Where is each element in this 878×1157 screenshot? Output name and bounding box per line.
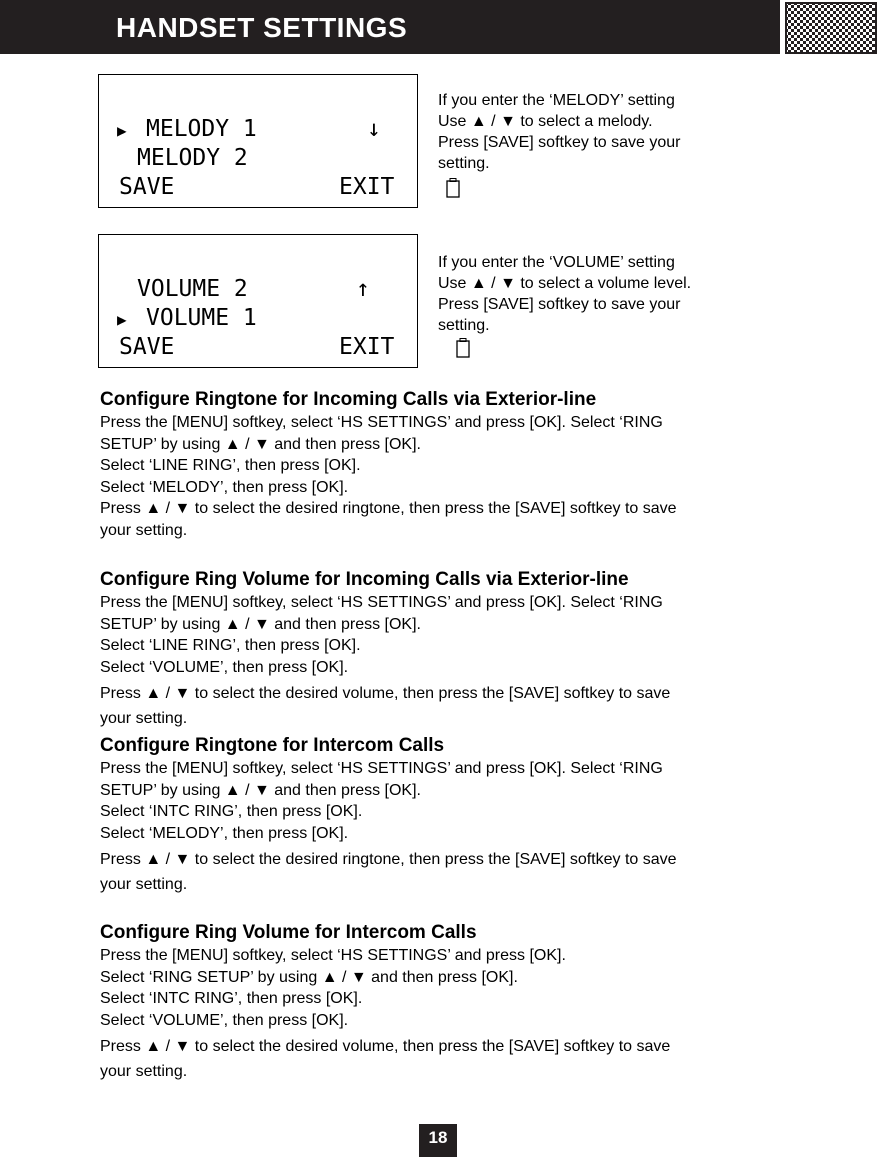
instruction-line: Press [SAVE] softkey to save your	[438, 296, 681, 313]
lcd-row-melody-2	[99, 144, 417, 173]
section-line: your setting.	[100, 876, 188, 893]
section-line: Select ‘RING SETUP’ by using ▲ / ▼ and then press [OK].	[100, 968, 518, 986]
lcd-row-volume-2	[99, 275, 417, 304]
instruction-line: Press [SAVE] softkey to save your	[438, 134, 681, 151]
section-line: Select ‘INTC RING’, then press [OK].	[100, 990, 363, 1007]
lcd-row-volume-1	[99, 304, 417, 333]
section-line: your setting.	[100, 710, 188, 727]
lcd-item-label: MELODY 1	[146, 116, 257, 142]
checker-pattern-icon	[785, 2, 877, 54]
lcd-item-label: VOLUME 1	[146, 305, 257, 331]
section-line: Press ▲ / ▼ to select the desired volume, then press the [SAVE] softkey to save	[100, 1038, 671, 1055]
save-softkey: SAVE	[119, 174, 175, 200]
section-line: Select ‘LINE RING’, then press [OK].	[100, 457, 361, 474]
page-title: HANDSET SETTINGS	[116, 12, 408, 43]
instruction-line: Use ▲ / ▼ to select a volume level.	[438, 275, 692, 292]
section-line: your setting.	[100, 521, 188, 539]
instruction-line: setting.	[438, 155, 490, 172]
section-ringtone-exterior	[100, 388, 790, 541]
lcd-row-melody-1	[99, 115, 417, 144]
scroll-up-arrow-icon: ↑	[356, 276, 370, 302]
scroll-down-arrow-icon: ↓	[367, 116, 381, 142]
save-softkey: SAVE	[119, 334, 175, 360]
instruction-line: If you enter the ‘VOLUME’ setting	[438, 254, 675, 271]
section-line: SETUP’ by using ▲ / ▼ and then press [OK].	[100, 615, 421, 633]
selection-cursor-icon: ▶	[117, 310, 127, 329]
lcd-softkey-row	[99, 333, 417, 362]
exit-softkey: EXIT	[339, 334, 395, 360]
page-number: 18	[419, 1124, 457, 1157]
section-line: Press ▲ / ▼ to select the desired ringtone, then press the [SAVE] softkey to save	[100, 500, 677, 517]
section-line: Press the [MENU] softkey, select ‘HS SETTINGS’ and press [OK]. Select ‘RING	[100, 594, 663, 611]
section-line: Select ‘LINE RING’, then press [OK].	[100, 637, 361, 654]
section-line: your setting.	[100, 1063, 188, 1080]
section-title: Configure Ring Volume for Intercom Calls	[100, 922, 477, 943]
instruction-line: If you enter the ‘MELODY’ setting	[438, 92, 675, 109]
selection-cursor-icon: ▶	[117, 121, 127, 140]
section-line: Select ‘VOLUME’, then press [OK].	[100, 1011, 349, 1029]
instruction-line: Use ▲ / ▼ to select a melody.	[438, 113, 653, 130]
lcd-item-label: MELODY 2	[137, 145, 248, 171]
melody-lcd-screen	[98, 74, 418, 208]
section-line: SETUP’ by using ▲ / ▼ and then press [OK].	[100, 781, 421, 799]
section-line: SETUP’ by using ▲ / ▼ and then press [OK].	[100, 435, 421, 453]
section-line: Press the [MENU] softkey, select ‘HS SETTINGS’ and press [OK].	[100, 947, 566, 964]
section-line: Press the [MENU] softkey, select ‘HS SETTINGS’ and press [OK]. Select ‘RING	[100, 414, 663, 431]
melody-instructions	[438, 90, 758, 174]
section-line: Select ‘VOLUME’, then press [OK].	[100, 658, 349, 676]
section-line: Press ▲ / ▼ to select the desired volume, then press the [SAVE] softkey to save	[100, 685, 671, 702]
header-bar	[0, 0, 780, 54]
section-title: Configure Ringtone for Incoming Calls via Exterior-line	[100, 389, 597, 410]
section-title: Configure Ringtone for Intercom Calls	[100, 735, 445, 756]
section-ringtone-intercom	[100, 734, 790, 896]
section-line: Select ‘MELODY’, then press [OK].	[100, 824, 349, 842]
lcd-softkey-row	[99, 173, 417, 202]
exit-softkey: EXIT	[339, 174, 395, 200]
section-line: Select ‘MELODY’, then press [OK].	[100, 478, 349, 496]
section-volume-intercom	[100, 921, 790, 1083]
section-line: Press the [MENU] softkey, select ‘HS SETTINGS’ and press [OK]. Select ‘RING	[100, 760, 663, 777]
section-line: Press ▲ / ▼ to select the desired ringtone, then press the [SAVE] softkey to save	[100, 851, 677, 868]
section-volume-exterior	[100, 568, 790, 730]
volume-instructions	[438, 252, 758, 336]
volume-lcd-screen	[98, 234, 418, 368]
section-line: Select ‘INTC RING’, then press [OK].	[100, 803, 363, 820]
lcd-item-label: VOLUME 2	[137, 276, 248, 302]
section-title: Configure Ring Volume for Incoming Calls via Exterior-line	[100, 569, 629, 590]
instruction-line: setting.	[438, 317, 490, 334]
